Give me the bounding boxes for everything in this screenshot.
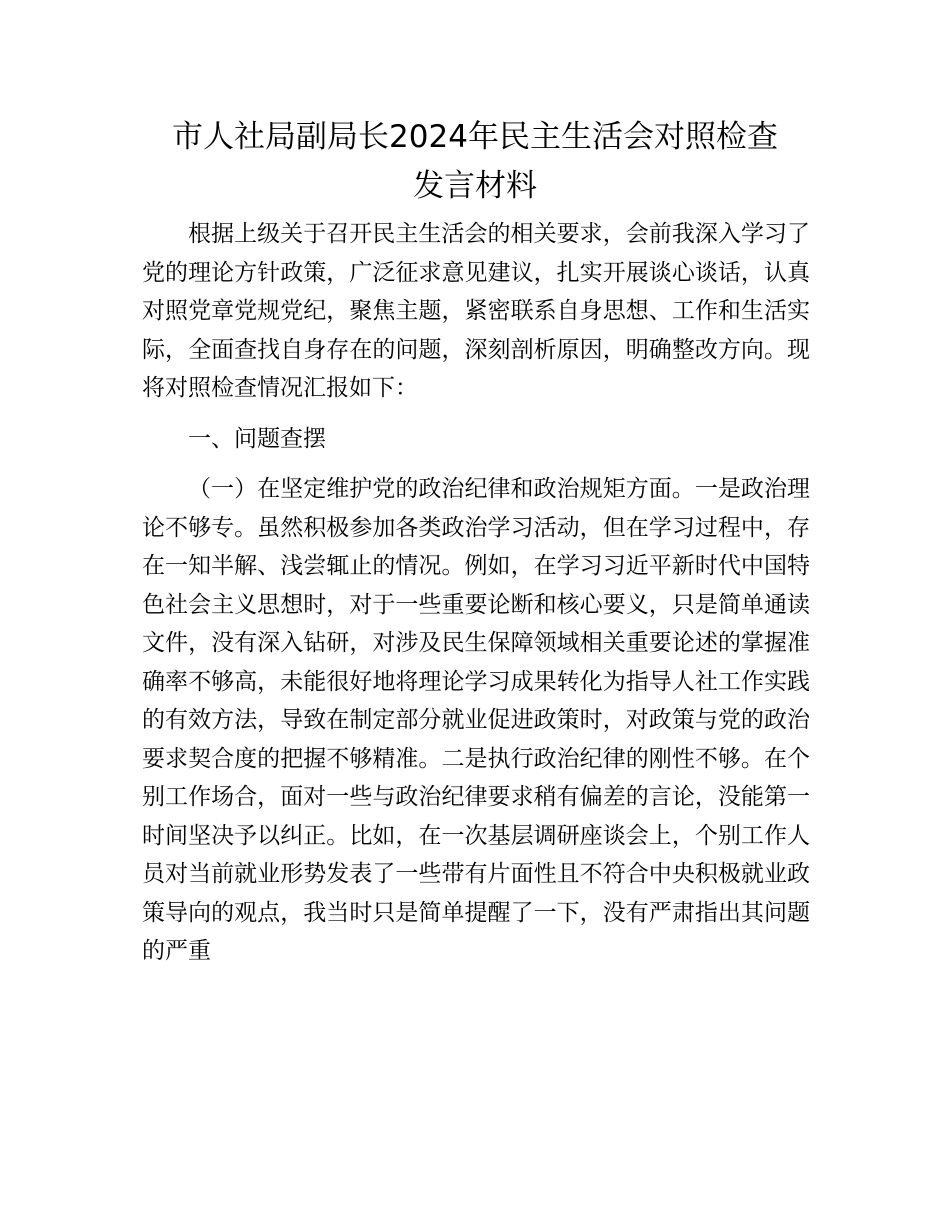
intro-paragraph: 根据上级关于召开民主生活会的相关要求，会前我深入学习了党的理论方针政策，广泛征求意见建议，扎实开展谈心谈话，认真对照党章党规党纪，聚焦主题，紧密联系自身思想、工作和生活实际，全面查找自身存在的问题，深刻剖析原因，明确整改方向。现将对照检查情况汇报如下：	[142, 221, 810, 401]
section-paragraph: （一）在坚定维护党的政治纪律和政治规矩方面。一是政治理论不够专。虽然积极参加各类政治学习活动，但在学习过程中，存在一知半解、浅尝辄止的情况。例如，在学习习近平新时代中国特色社会主义思想时，对于一些重要论断和核心要义，只是简单通读文件，没有深入钻研，对涉及民生保障领域相关重要论述的掌握准确率不够高，未能很好地将理论学习成果转化为指导人社工作实践的有效方法，导致在制定部分就业促进政策时，对政策与党的政治要求契合度的把握不够精准。二是执行政治纪律的刚性不够。在个别工作场合，面对一些与政治纪律要求稍有偏差的言论，没能第一时间坚决予以纠正。比如，在一次基层调研座谈会上，个别工作人员对当前就业形势发表了一些带有片面性且不符合中央积极就业政策导向的观点，我当时只是简单提醒了一下，没有严肃指出其问题的严重	[142, 476, 810, 964]
section-heading: 一、问题查摆	[188, 425, 326, 452]
document-title	[100, 113, 850, 211]
document-body	[142, 215, 810, 971]
title-line-1: 市人社局副局长2024年民主生活会对照检查	[172, 119, 778, 155]
title-line-2: 发言材料	[413, 168, 537, 204]
